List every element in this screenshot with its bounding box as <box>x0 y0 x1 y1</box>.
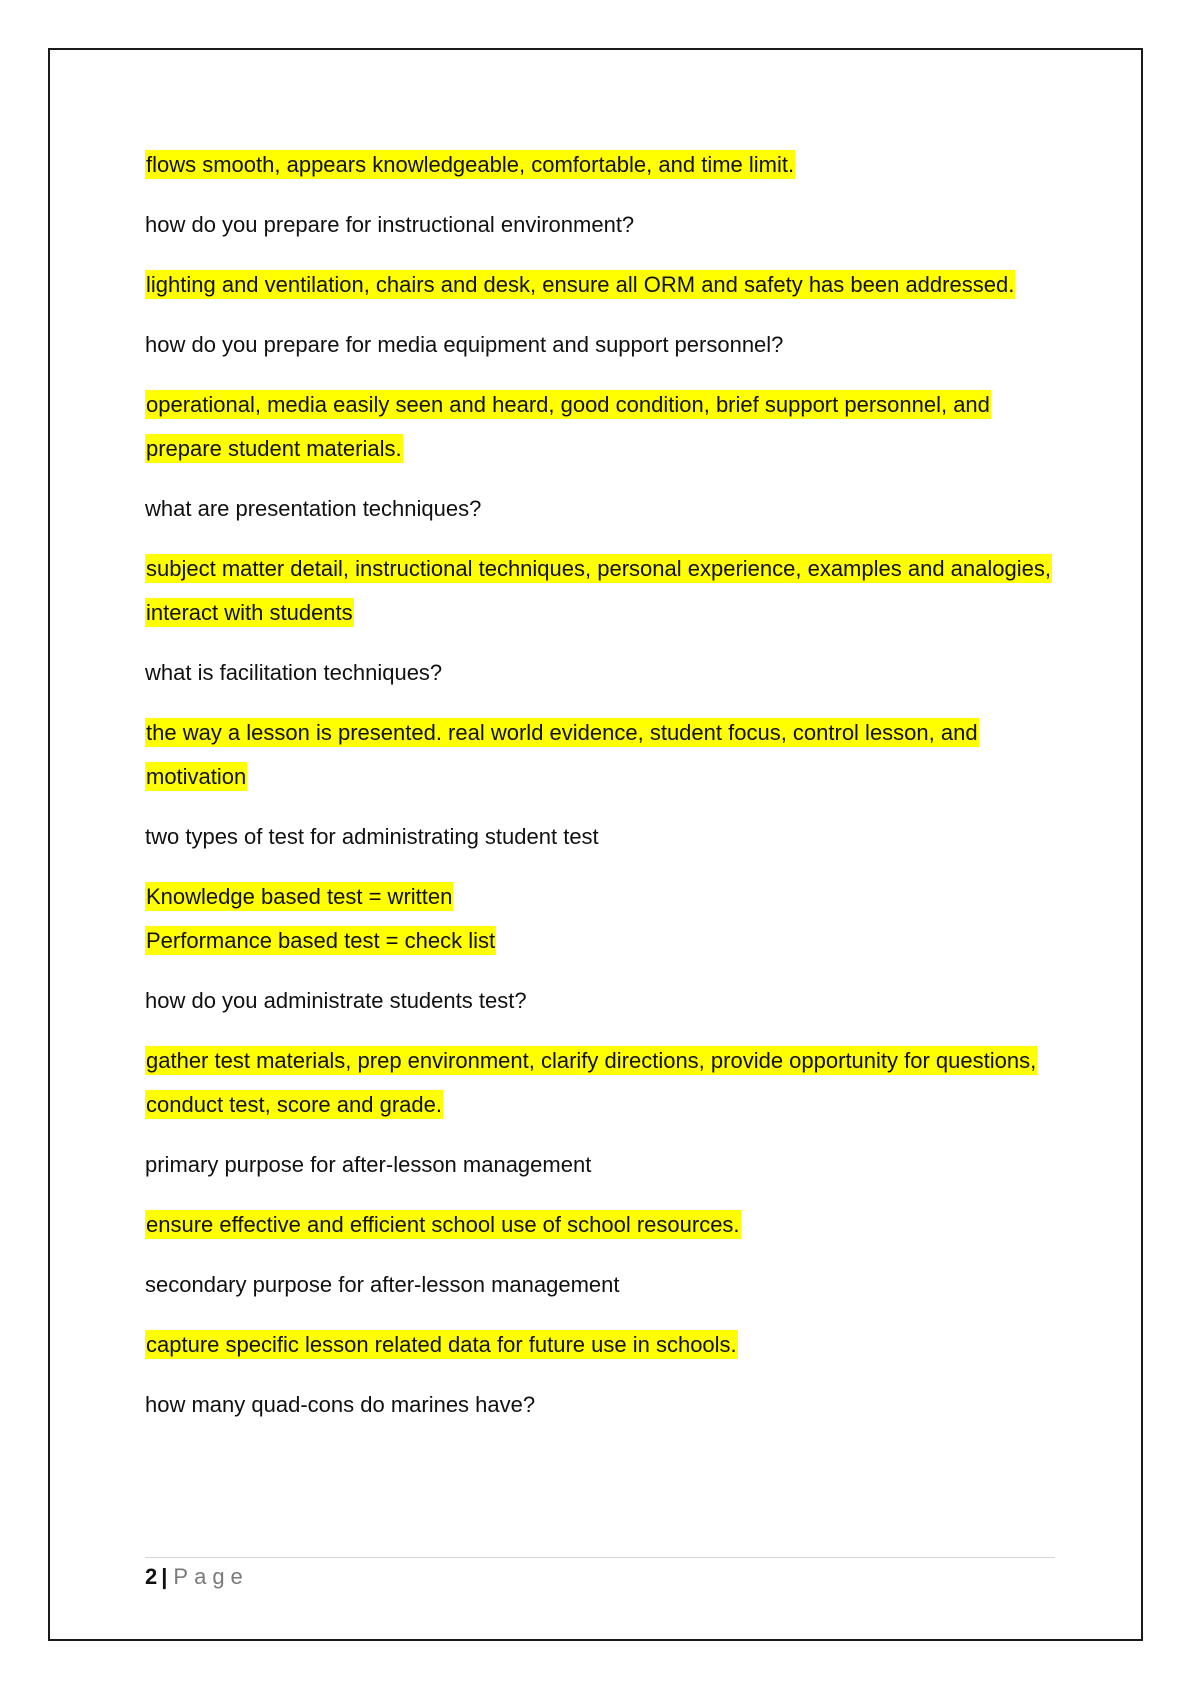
answer-paragraph <box>145 875 1055 919</box>
answer-paragraph <box>145 1203 1055 1247</box>
question-paragraph <box>145 1383 1055 1427</box>
highlighted-text: lighting and ventilation, chairs and desk, ensure all ORM and safety has been addressed. <box>146 272 1015 297</box>
question-text: how do you prepare for media equipment and support personnel? <box>145 332 784 357</box>
question-paragraph <box>145 979 1055 1023</box>
footer-separator: | <box>161 1564 168 1589</box>
answer-paragraph <box>145 143 1055 187</box>
question-text: how do you prepare for instructional environment? <box>145 212 635 237</box>
footer-divider <box>145 1557 1055 1558</box>
answer-paragraph <box>145 263 1055 307</box>
question-text: two types of test for administrating student test <box>145 824 599 849</box>
answer-paragraph <box>145 383 1055 471</box>
answer-paragraph <box>145 1039 1055 1127</box>
question-paragraph <box>145 1263 1055 1307</box>
question-paragraph <box>145 203 1055 247</box>
highlighted-text: capture specific lesson related data for future use in schools. <box>146 1332 737 1357</box>
question-paragraph <box>145 323 1055 367</box>
highlighted-text: operational, media easily seen and heard, good condition, brief support personnel, and prepare student materials. <box>146 392 990 461</box>
highlighted-text: ensure effective and efficient school use of school resources. <box>146 1212 740 1237</box>
question-text: secondary purpose for after-lesson management <box>145 1272 620 1297</box>
question-text: what are presentation techniques? <box>145 496 482 521</box>
highlighted-text: gather test materials, prep environment, clarify directions, provide opportunity for questions, conduct test, score and grade. <box>146 1048 1037 1117</box>
page-number: 2 <box>145 1564 158 1589</box>
document-body <box>145 143 1055 1443</box>
question-paragraph <box>145 487 1055 531</box>
question-text: primary purpose for after-lesson management <box>145 1152 592 1177</box>
answer-paragraph <box>145 1323 1055 1367</box>
question-text: how do you administrate students test? <box>145 988 527 1013</box>
question-paragraph <box>145 815 1055 859</box>
highlighted-text: the way a lesson is presented. real world evidence, student focus, control lesson, and motivation <box>146 720 978 789</box>
highlighted-text: subject matter detail, instructional techniques, personal experience, examples and analogies, interact with students <box>146 556 1051 625</box>
answer-paragraph <box>145 919 1055 963</box>
question-paragraph <box>145 1143 1055 1187</box>
answer-paragraph <box>145 547 1055 635</box>
answer-paragraph <box>145 711 1055 799</box>
question-text: how many quad-cons do marines have? <box>145 1392 536 1417</box>
page-footer <box>145 1562 249 1592</box>
question-paragraph <box>145 651 1055 695</box>
highlighted-text: Performance based test = check list <box>146 928 496 953</box>
question-text: what is facilitation techniques? <box>145 660 443 685</box>
page-label: Page <box>173 1564 249 1589</box>
highlighted-text: flows smooth, appears knowledgeable, comfortable, and time limit. <box>146 152 795 177</box>
highlighted-text: Knowledge based test = written <box>146 884 453 909</box>
